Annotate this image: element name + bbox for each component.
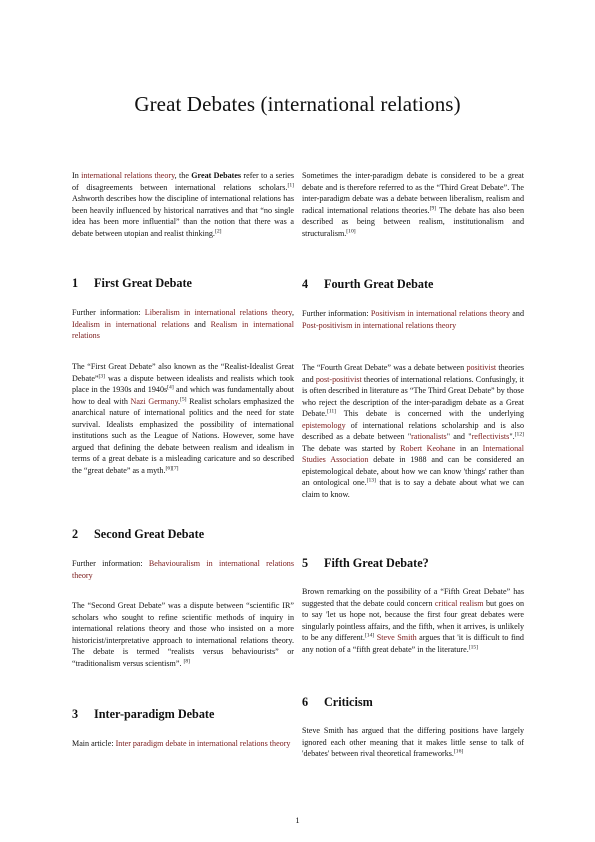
link-rationalists[interactable]: rationalists	[411, 432, 447, 442]
body-text: Steve Smith has argued that the differing positions have largely ignored each other meaning that it makes little sense to talk of 'debates' between rival theoretical frameworks.	[302, 726, 524, 759]
further-info-label: Further information:	[72, 559, 149, 568]
page-title: Great Debates (international relations)	[134, 92, 461, 116]
main-article-inter-paradigm	[72, 738, 294, 750]
link-idealism[interactable]: Idealism in international relations	[72, 319, 190, 329]
further-info-fourth	[302, 308, 524, 331]
link-reflectivists[interactable]: reflectivists	[471, 432, 510, 442]
link-positivist[interactable]: positivist	[466, 363, 497, 372]
ref-14[interactable]: [14]	[364, 632, 375, 639]
body-text: in an	[455, 443, 483, 453]
intro-text: , the	[174, 171, 192, 180]
section-number: 3	[72, 707, 79, 721]
body-text: The “Second Great Debate” was a dispute between “scientific IR” scholars who sought to refine scientific methods of inquiry in international relations theory and those who insisted on a more historicist/interpretative approach to international relations theory. The debate is termed “realists versus behaviourists” or “traditionalism versus scientism”.	[72, 601, 294, 668]
ref-1[interactable]: [1]	[287, 181, 294, 188]
paragraph-fourth-great-debate	[302, 362, 524, 501]
intro-text: Ashworth describes how the discipline of international relations has been heavily influenced by historical narratives and that “no single idea has been more influential” than the notion that there was a debate between utopian and realist thinking.	[72, 194, 294, 238]
ref-11[interactable]: [11]	[326, 408, 337, 415]
paragraph-criticism	[302, 725, 524, 760]
ref-6-7[interactable]: [6][7]	[165, 465, 179, 472]
link-realism[interactable]: Realism in international relations	[72, 319, 294, 341]
section-heading-fourth-great-debate	[302, 277, 433, 292]
separator: and	[510, 309, 524, 318]
section-heading-inter-paradigm-debate	[72, 707, 214, 722]
body-text: The debate was started by	[302, 443, 401, 453]
intro-paragraph	[72, 170, 294, 239]
intro-paragraph-continued	[302, 170, 524, 239]
body-text: theories of international relations. Confusingly, it is often described in literature as “The Third Great Debate” by those who reject the description of the inter-paradigm debate as a Great Debate.	[302, 374, 524, 419]
link-post-positivism[interactable]: Post-positivism in international relations theory	[302, 320, 457, 330]
link-epistemology[interactable]: epistemology	[302, 420, 346, 430]
body-text: that is to say a debate about what we can claim to know.	[302, 478, 525, 500]
link-nazi-germany[interactable]: Nazi Germany	[130, 396, 178, 406]
page-number: 1	[295, 815, 300, 825]
intro-text: refer to a series of disagreements between international relations scholars.	[72, 171, 294, 192]
further-info-label: Further information:	[302, 309, 371, 318]
ref-5[interactable]: [5]	[180, 395, 187, 402]
paragraph-fifth-great-debate	[302, 586, 524, 655]
link-positivism[interactable]: Positivism in international relations theory	[370, 309, 511, 318]
link-inter-paradigm-debate[interactable]: Inter paradigm debate in international relations theory	[115, 739, 291, 748]
body-text: This debate is concerned with the underlying	[336, 409, 524, 419]
body-text: Realist scholars emphasized the anarchical nature of international politics and the need for state survival. Idealists emphasized the possibility of international institutions such as the League of Nations. However, some have argued that defining the debate between realism and idealism in terms of a great debate is a misleading caricature and so described the “great debate” as a myth.	[72, 396, 295, 475]
ref-13[interactable]: [13]	[366, 477, 376, 484]
ref-12[interactable]: [12]	[514, 431, 524, 438]
link-liberalism[interactable]: Liberalism in international relations theory	[144, 308, 292, 317]
body-text: of international relations scholarship and is also described as a debate between "	[302, 420, 524, 442]
link-international-relations-theory[interactable]: international relations theory	[81, 171, 175, 180]
link-steve-smith[interactable]: Steve Smith	[376, 633, 417, 643]
section-heading-fifth-great-debate	[302, 556, 429, 571]
main-article-label: Main article:	[72, 739, 116, 748]
ref-4[interactable]: [4]	[167, 384, 174, 391]
section-title: Second Great Debate	[94, 527, 205, 541]
ref-3[interactable]: [3]	[98, 372, 106, 379]
body-text: argues that 'it is difficult to find any notion of a “fifth great debate” in the literature.	[302, 633, 524, 654]
paragraph-second-great-debate	[72, 600, 294, 669]
section-number: 4	[302, 277, 309, 291]
separator: and	[189, 319, 211, 329]
section-number: 2	[72, 527, 79, 541]
paragraph-first-great-debate	[72, 361, 294, 476]
body-text: The debate has also been described as being between realism, institutionalism and structuralism.	[302, 205, 524, 238]
link-robert-keohane[interactable]: Robert Keohane	[400, 443, 456, 453]
body-text: was a dispute between idealists and realists which took place in the 1930s and 1940s	[72, 373, 294, 395]
body-text: Brown remarking on the possibility of a “Fifth Great Debate” has suggested that the debate could concern	[302, 587, 524, 608]
ref-16[interactable]: [16]	[453, 748, 464, 755]
further-info-first	[72, 307, 294, 342]
body-text: The “First Great Debate” also known as the “Realist-Idealist Great Debate”	[72, 362, 294, 383]
ref-9[interactable]: [9]	[429, 204, 437, 211]
link-behaviouralism[interactable]: Behaviouralism in international relations theory	[72, 559, 294, 580]
intro-text: In	[72, 171, 82, 180]
body-text: .	[177, 396, 180, 406]
link-post-positivist[interactable]: post-positivist	[315, 374, 362, 384]
ref-2[interactable]: [2]	[214, 228, 222, 235]
body-text: ".	[509, 432, 515, 442]
body-text: theories and	[302, 363, 524, 384]
section-title: Inter-paradigm Debate	[94, 707, 215, 721]
intro-term: Great Debates	[191, 171, 242, 180]
section-number: 1	[72, 276, 79, 290]
further-info-second	[72, 558, 294, 581]
section-title: Fifth Great Debate?	[324, 556, 429, 570]
link-critical-realism[interactable]: critical realism	[434, 598, 484, 608]
section-title: First Great Debate	[94, 276, 192, 290]
ref-8[interactable]: [8]	[183, 658, 191, 665]
section-title: Fourth Great Debate	[324, 277, 434, 291]
section-number: 5	[302, 556, 309, 570]
section-title: Criticism	[324, 695, 373, 709]
ref-15[interactable]: [15]	[468, 644, 479, 651]
body-text: and which was fundamentally about how to deal with	[72, 385, 295, 406]
section-heading-first-great-debate	[72, 276, 192, 291]
section-number: 6	[302, 695, 309, 709]
section-heading-criticism	[302, 695, 373, 710]
section-heading-second-great-debate	[72, 527, 204, 542]
body-text: The “Fourth Great Debate” was a debate between	[302, 363, 467, 372]
body-text: Sometimes the inter-paradigm debate is considered to be a great debate and is therefore referred to as the “Third Great Debate”. The inter-paradigm debate was a debate between liberalism, realism and radical international relations theories.	[302, 171, 524, 215]
body-text: debate in 1988 and can be considered an epistemological debate, about how we can know 'things' rather than an ontological one.	[302, 455, 524, 488]
body-text: " and "	[446, 432, 472, 442]
body-text: but goes on to say 'let us hope not, because the first four great debates were singularly pointless affairs, and the fifth, when it arrives, is unlikely to be any different.	[302, 598, 524, 643]
ref-10[interactable]: [10]	[346, 228, 356, 235]
further-info-label: Further information:	[72, 308, 145, 317]
link-international-studies-association[interactable]: International Studies Association	[302, 443, 524, 465]
separator: ,	[291, 308, 294, 317]
